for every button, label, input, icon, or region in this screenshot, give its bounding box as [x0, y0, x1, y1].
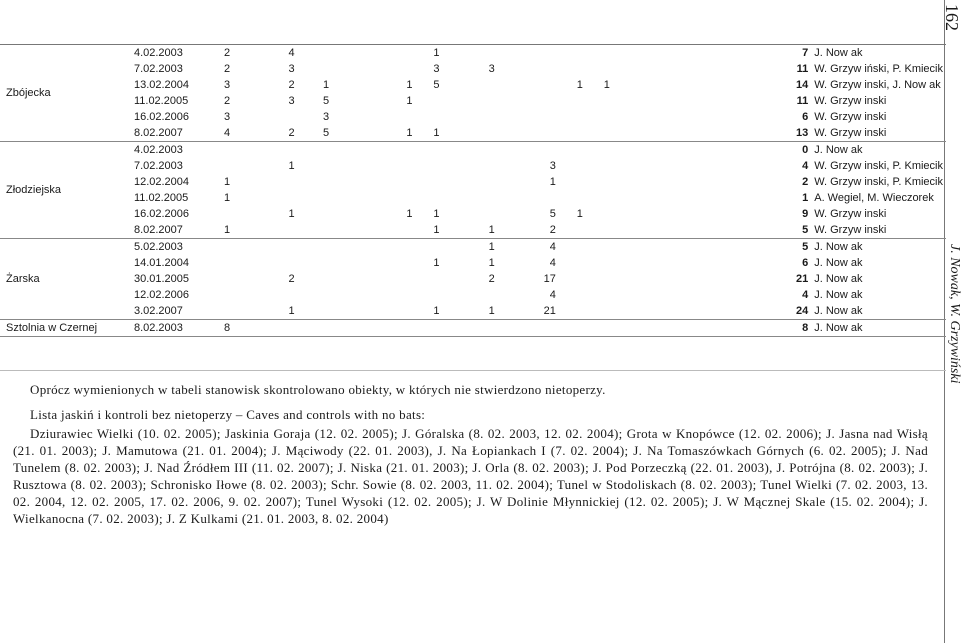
site-name: Sztolnia w Czernej — [0, 320, 131, 337]
date-cell: 12.02.2004 — [133, 175, 190, 188]
total-cell: 0 — [613, 142, 811, 159]
date-cell: 16.02.2006 — [133, 207, 190, 220]
count-cell: 8 — [206, 320, 233, 337]
table-row — [0, 93, 946, 109]
page-number: 162 — [942, 4, 962, 31]
authors-cell: J. Now ak — [814, 256, 863, 269]
count-cell — [298, 222, 333, 239]
count-cell — [206, 142, 233, 159]
count-cell: 4 — [498, 239, 559, 256]
count-cell — [332, 303, 415, 320]
count-cell — [586, 287, 613, 303]
count-cell — [559, 222, 586, 239]
count-cell: 1 — [323, 78, 330, 91]
table-row — [0, 320, 946, 337]
count-cell — [559, 93, 586, 109]
count-cell — [559, 255, 586, 271]
count-cell — [206, 255, 233, 271]
count-cell — [233, 142, 298, 159]
count-cell — [586, 125, 613, 142]
total-cell: 4 — [802, 159, 809, 172]
count-cell — [332, 287, 415, 303]
count-cell — [498, 45, 559, 61]
table-row — [0, 303, 946, 320]
table-row — [0, 45, 946, 61]
count-cell — [332, 190, 415, 206]
count-cell — [443, 142, 498, 159]
count-cell: 1 — [416, 222, 443, 239]
table-row — [0, 142, 946, 159]
count-cell — [233, 239, 298, 256]
table-row — [0, 125, 946, 142]
count-cell — [443, 45, 498, 61]
count-cell — [233, 190, 298, 206]
table-row — [0, 255, 946, 271]
count-cell — [298, 320, 333, 337]
count-cell — [233, 320, 298, 337]
count-cell — [559, 142, 586, 159]
count-cell: 1 — [206, 222, 233, 239]
count-cell — [332, 174, 415, 190]
total-cell: 11 — [796, 94, 809, 107]
count-cell — [586, 174, 613, 190]
count-cell: 3 — [223, 78, 231, 91]
count-cell — [332, 239, 415, 256]
total-cell: 6 — [802, 256, 809, 269]
count-cell: 17 — [543, 272, 556, 285]
authors-cell: W. Grzyw inski — [811, 222, 946, 239]
table-bottom-rule — [0, 370, 946, 371]
count-cell — [586, 222, 613, 239]
date-cell: 4.02.2003 — [133, 46, 183, 59]
count-cell — [586, 320, 613, 337]
total-cell: 4 — [802, 288, 809, 301]
table-row — [0, 222, 946, 239]
site-name: Zbójecka — [0, 45, 131, 142]
total-cell: 6 — [802, 110, 809, 123]
count-cell: 1 — [332, 125, 415, 142]
count-cell — [443, 125, 498, 142]
count-cell — [559, 190, 586, 206]
count-cell: 5 — [549, 207, 556, 220]
table-row — [0, 174, 946, 190]
count-cell: 4 — [206, 125, 233, 142]
total-cell: 5 — [613, 239, 811, 256]
date-cell: 11.02.2005 — [133, 191, 189, 204]
count-cell: 1 — [443, 303, 498, 320]
site-name: Żarska — [0, 239, 131, 320]
count-cell — [298, 255, 333, 271]
bat-count-table — [0, 45, 946, 337]
count-cell — [559, 239, 586, 256]
count-cell — [443, 158, 498, 174]
total-cell: 13 — [613, 125, 811, 142]
count-cell: 1 — [288, 159, 295, 172]
count-cell: 1 — [549, 175, 556, 188]
count-cell — [498, 190, 559, 206]
count-cell: 1 — [406, 78, 413, 91]
count-cell — [206, 239, 233, 256]
count-cell: 1 — [223, 175, 231, 188]
authors-cell: J. Now ak — [811, 239, 946, 256]
date-cell: 12.02.2006 — [133, 288, 190, 301]
count-cell — [233, 287, 298, 303]
count-cell: 1 — [406, 94, 413, 107]
total-cell: 21 — [795, 272, 809, 285]
count-cell — [443, 206, 498, 222]
count-cell: 1 — [576, 78, 583, 91]
count-cell — [416, 142, 443, 159]
count-cell: 3 — [433, 62, 440, 75]
count-cell — [416, 109, 443, 125]
date-cell: 5.02.2003 — [131, 239, 206, 256]
count-cell — [332, 109, 415, 125]
count-cell — [586, 109, 613, 125]
count-cell — [559, 287, 586, 303]
table-row — [0, 190, 946, 206]
authors-cell: W. Grzyw inski — [814, 110, 887, 123]
count-cell — [559, 109, 586, 125]
date-cell: 30.01.2005 — [133, 272, 190, 285]
date-cell: 7.02.2003 — [133, 159, 183, 172]
count-cell — [298, 142, 333, 159]
date-cell: 7.02.2003 — [133, 62, 183, 75]
total-cell: 8 — [613, 320, 811, 337]
count-cell — [586, 303, 613, 320]
count-cell — [559, 303, 586, 320]
total-cell: 5 — [613, 222, 811, 239]
count-cell: 1 — [433, 46, 440, 59]
count-cell — [332, 158, 415, 174]
count-cell: 3 — [488, 62, 495, 75]
count-cell: 1 — [223, 191, 231, 204]
count-cell — [416, 320, 443, 337]
authors-cell: J. Now ak — [814, 272, 863, 285]
count-cell — [498, 77, 559, 93]
count-cell: 1 — [433, 207, 440, 220]
count-cell — [586, 271, 613, 287]
count-cell — [559, 158, 586, 174]
count-cell — [416, 93, 443, 109]
count-cell — [332, 61, 415, 77]
count-cell — [206, 271, 233, 287]
table-row — [0, 206, 946, 222]
total-cell: 24 — [613, 303, 811, 320]
count-cell: 1 — [576, 207, 583, 220]
count-cell — [298, 158, 333, 174]
count-cell — [559, 271, 586, 287]
count-cell: 5 — [433, 78, 440, 91]
count-cell: 4 — [549, 288, 556, 301]
count-cell — [298, 190, 333, 206]
count-cell — [586, 142, 613, 159]
count-cell — [206, 287, 233, 303]
table-row — [0, 109, 946, 125]
authors-cell: W. Grzyw inski, P. Kmiecik — [814, 159, 943, 172]
authors-cell: W. Grzyw inski — [814, 207, 887, 220]
count-cell: 3 — [223, 110, 231, 123]
authors-cell: W. Grzyw inski — [814, 94, 887, 107]
count-cell — [443, 93, 498, 109]
count-cell — [206, 158, 233, 174]
date-cell: 16.02.2006 — [133, 110, 190, 123]
site-name: Złodziejska — [0, 142, 131, 239]
count-cell — [586, 190, 613, 206]
count-cell — [233, 255, 298, 271]
count-cell: 21 — [498, 303, 559, 320]
count-cell: 1 — [433, 256, 440, 269]
count-cell — [298, 303, 333, 320]
count-cell — [498, 61, 559, 77]
table-row — [0, 287, 946, 303]
total-cell: 7 — [802, 46, 809, 59]
count-cell: 2 — [498, 222, 559, 239]
count-cell — [498, 142, 559, 159]
count-cell: 1 — [416, 125, 443, 142]
table-row — [0, 77, 946, 93]
date-cell: 13.02.2004 — [133, 78, 190, 91]
count-cell — [233, 109, 298, 125]
table-row — [0, 158, 946, 174]
authors-cell: J. Now ak — [811, 142, 946, 159]
count-cell — [559, 320, 586, 337]
date-cell: 3.02.2007 — [131, 303, 206, 320]
count-cell: 2 — [233, 125, 298, 142]
table-row — [0, 61, 946, 77]
count-cell — [443, 287, 498, 303]
count-cell — [586, 239, 613, 256]
count-cell — [233, 174, 298, 190]
count-cell — [332, 142, 415, 159]
count-cell: 1 — [443, 239, 498, 256]
total-cell: 1 — [802, 191, 809, 204]
count-cell: 4 — [288, 46, 295, 59]
count-cell — [586, 255, 613, 271]
count-cell: 5 — [323, 94, 330, 107]
count-cell — [416, 174, 443, 190]
count-cell — [416, 271, 443, 287]
count-cell — [298, 206, 333, 222]
count-cell — [443, 190, 498, 206]
count-cell: 2 — [223, 46, 231, 59]
count-cell — [498, 109, 559, 125]
count-cell — [298, 61, 333, 77]
cave-list-paragraph: Dziurawiec Wielki (10. 02. 2005); Jaskinia Goraja (12. 02. 2005); J. Góralska (8. 02. 2003, 12. 02. 2004); Grota w Knopówce (12. 02. 2006); J. Jasna nad Wisłą (21. 01. 2003); J. Mamutowa (21. 01. 2004); J. Mąciwody (22. 01. 2003), J. Na Łopiankach I (7. 02. 2004); J. Na Tomaszówkach Górnych (6. 02. 2005); J. Nad Tunelem (8. 02. 2003); J. Nad Źródłem III (11. 02. 2007); J. Niska (21. 01. 2003); J. Orla (8. 02. 2003); J. Pod Porzeczką (22. 01. 2003), J. Potrójna (8. 02. 2003); J. Rusztowa (8. 02. 2003); Schronisko Iłowe (8. 02. 2003); Schr. Sowie (8. 02. 2003, 11. 02. 2004); Tunel w Stodoliskach (8. 02. 2003); Tunel Wielki (7. 02. 2003, 13. 02. 2004, 12. 02. 2005, 17. 02. 2006, 9. 02. 2007); Tunel Wysoki (12. 02. 2005); J. W Dolinie Młynnickiej (12. 02. 2005); J. W Mącznej Skale (15. 02. 2004); J. Wielkanocna (7. 02. 2003); J. Z Kulkami (21. 01. 2003, 8. 02. 2004) — [13, 426, 928, 526]
count-cell — [443, 174, 498, 190]
count-cell — [298, 287, 333, 303]
count-cell — [586, 61, 613, 77]
date-cell: 4.02.2003 — [131, 142, 206, 159]
count-cell: 2 — [288, 272, 295, 285]
count-cell: 1 — [603, 78, 610, 91]
count-cell — [498, 125, 559, 142]
count-cell: 1 — [443, 222, 498, 239]
count-cell: 2 — [223, 94, 231, 107]
count-cell — [498, 320, 559, 337]
count-cell — [559, 45, 586, 61]
table — [0, 45, 946, 337]
authors-cell: A. Wegiel, M. Wieczorek — [814, 191, 934, 204]
count-cell — [498, 93, 559, 109]
count-cell: 3 — [288, 62, 295, 75]
count-cell — [443, 320, 498, 337]
table-row — [0, 239, 946, 256]
count-cell — [416, 287, 443, 303]
count-cell: 1 — [488, 256, 495, 269]
list-heading: Lista jaskiń i kontroli bez nietoperzy – Caves and controls with no bats: — [30, 407, 426, 422]
count-cell — [416, 239, 443, 256]
running-head: J. Nowak, W. Grzywiński — [947, 244, 962, 384]
count-cell: 3 — [549, 159, 556, 172]
count-cell: 1 — [233, 303, 298, 320]
total-cell: 2 — [802, 175, 809, 188]
count-cell: 1 — [406, 207, 413, 220]
count-cell — [332, 222, 415, 239]
count-cell — [233, 222, 298, 239]
count-cell: 1 — [288, 207, 295, 220]
authors-cell: W. Grzyw inski, J. Now ak — [814, 78, 941, 91]
count-cell: 1 — [416, 303, 443, 320]
count-cell: 5 — [298, 125, 333, 142]
total-cell: 11 — [796, 62, 809, 75]
authors-cell: W. Grzyw inski, P. Kmiecik — [814, 175, 943, 188]
note-paragraph: Oprócz wymienionych w tabeli stanowisk skontrolowano obiekty, w których nie stwierdzono nietoperzy. — [30, 382, 606, 397]
total-cell: 14 — [795, 78, 809, 91]
date-cell: 14.01.2004 — [133, 256, 190, 269]
count-cell — [298, 239, 333, 256]
count-cell — [332, 320, 415, 337]
count-cell — [332, 45, 415, 61]
count-cell — [298, 45, 333, 61]
authors-cell: J. Now ak — [811, 320, 946, 337]
count-cell — [586, 158, 613, 174]
count-cell — [206, 303, 233, 320]
count-cell — [559, 174, 586, 190]
count-cell — [443, 77, 498, 93]
count-cell — [206, 206, 233, 222]
count-cell — [443, 109, 498, 125]
count-cell — [332, 255, 415, 271]
count-cell — [586, 206, 613, 222]
date-cell: 8.02.2007 — [131, 125, 206, 142]
count-cell — [298, 174, 333, 190]
count-cell: 4 — [549, 256, 556, 269]
count-cell — [559, 125, 586, 142]
count-cell: 2 — [288, 78, 295, 91]
authors-cell: J. Now ak — [814, 288, 863, 301]
count-cell — [416, 158, 443, 174]
date-cell: 8.02.2007 — [131, 222, 206, 239]
total-cell: 9 — [802, 207, 809, 220]
count-cell — [332, 271, 415, 287]
authors-cell: J. Now ak — [811, 303, 946, 320]
count-cell — [586, 45, 613, 61]
count-cell — [416, 190, 443, 206]
date-cell: 8.02.2003 — [131, 320, 206, 337]
count-cell: 3 — [288, 94, 295, 107]
authors-cell: W. Grzyw iński, P. Kmiecik — [814, 62, 943, 75]
count-cell: 3 — [323, 110, 330, 123]
table-row — [0, 271, 946, 287]
date-cell: 11.02.2005 — [133, 94, 189, 107]
count-cell — [586, 93, 613, 109]
authors-cell: J. Now ak — [814, 46, 863, 59]
count-cell — [559, 61, 586, 77]
authors-cell: W. Grzyw inski — [811, 125, 946, 142]
count-cell: 2 — [488, 272, 495, 285]
count-cell — [298, 271, 333, 287]
count-cell: 2 — [223, 62, 231, 75]
